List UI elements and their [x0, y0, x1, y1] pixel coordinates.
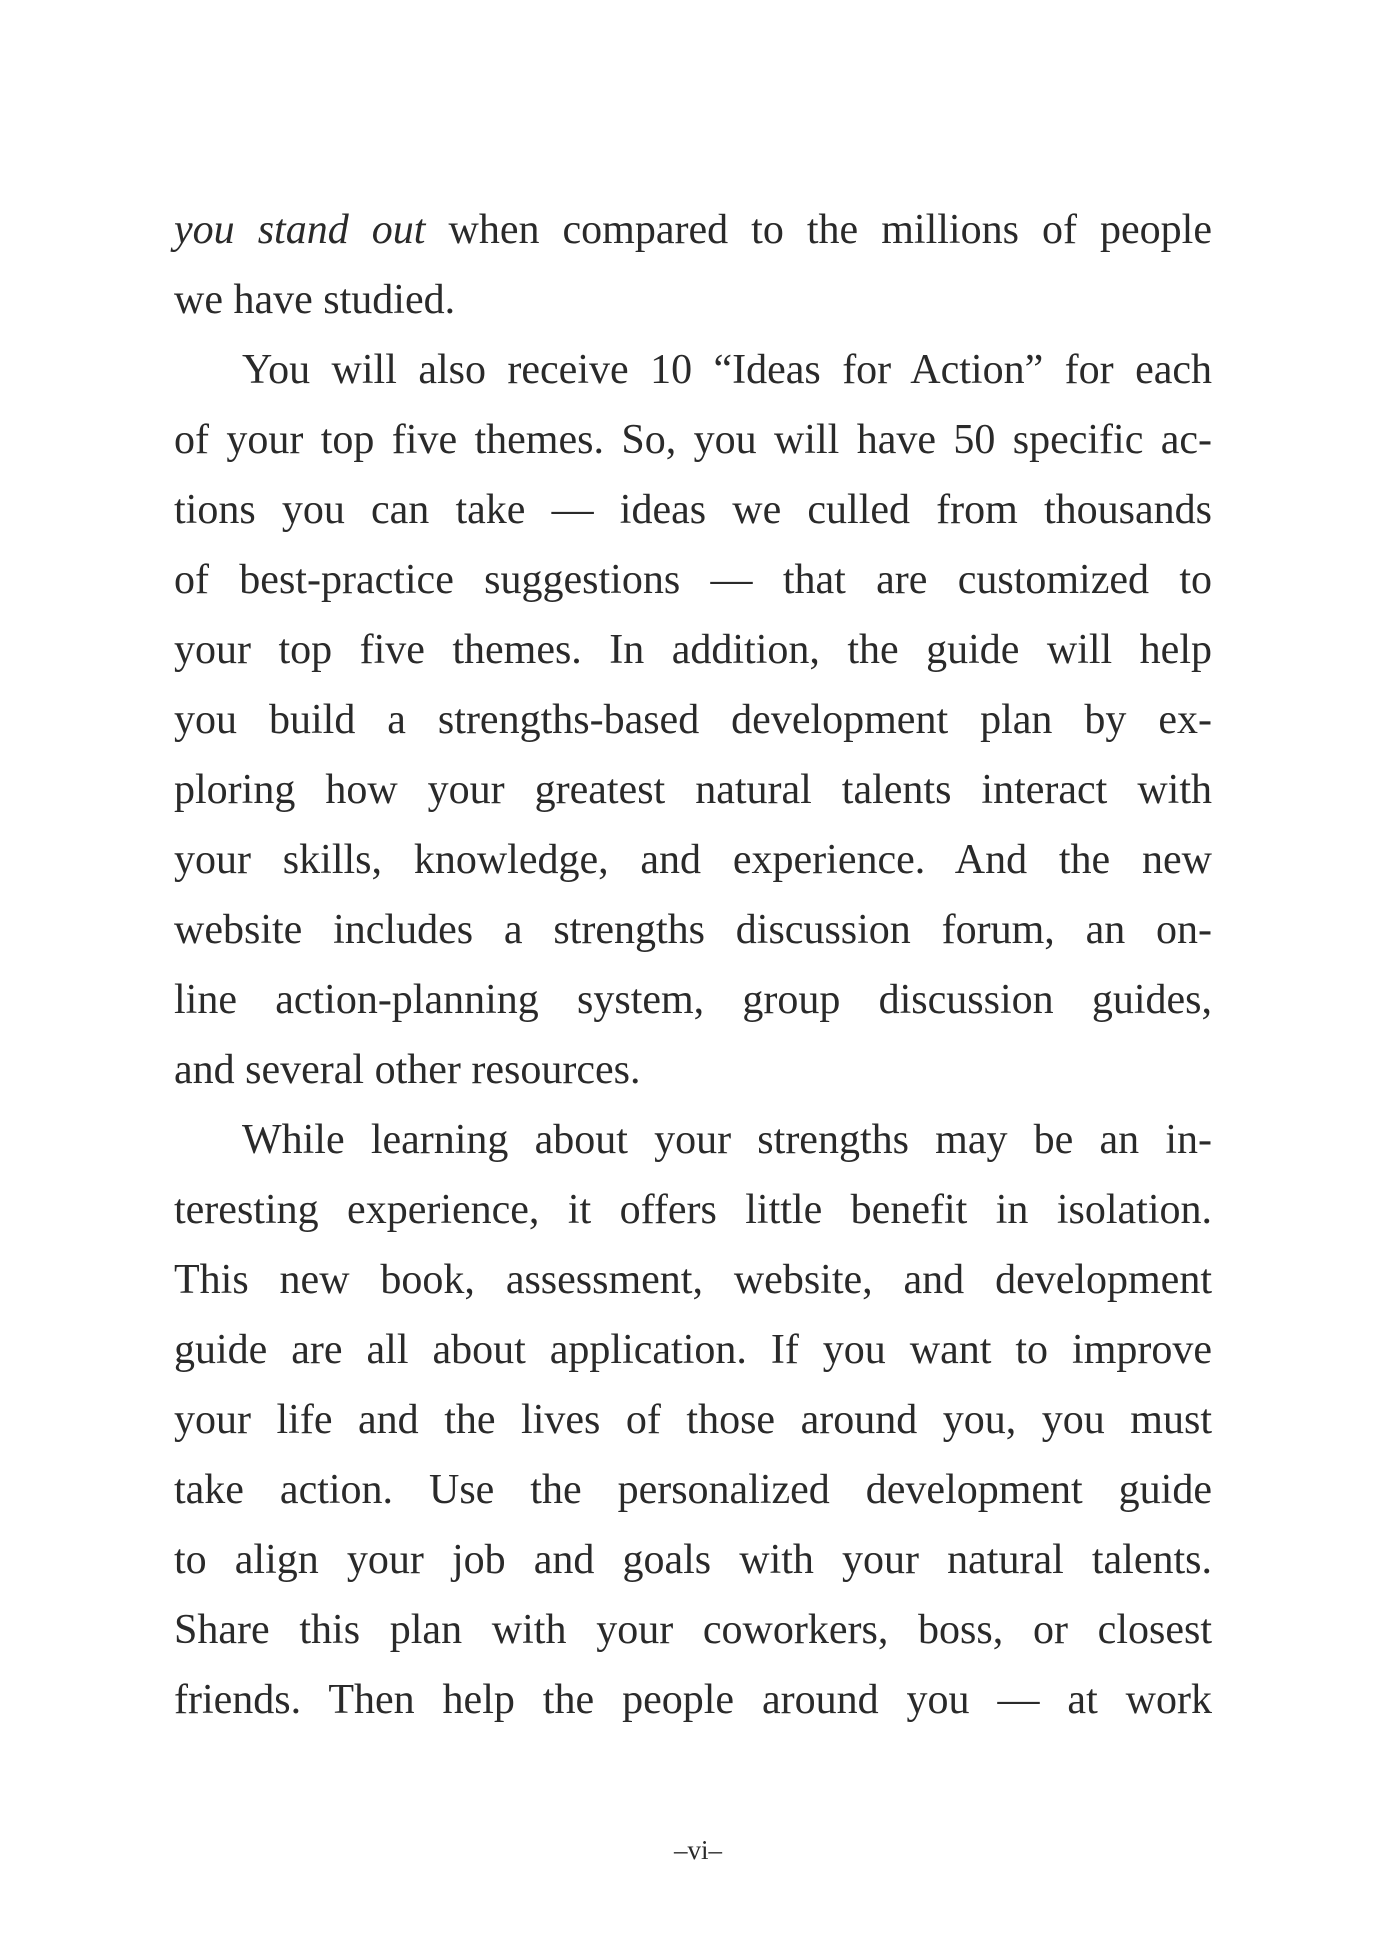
text-line: your skills, knowledge, and experience. And the new [174, 837, 1212, 883]
text-line: to align your job and goals with your natural talents. [174, 1537, 1212, 1583]
text-line: friends. Then help the people around you — at work [174, 1677, 1212, 1723]
text-line: You will also receive 10 “Ideas for Action” for each [242, 347, 1212, 393]
text-line: and several other resources. [174, 1047, 641, 1093]
text-line: tions you can take — ideas we culled from thousands [174, 487, 1212, 533]
text-line: line action-planning system, group discussion guides, [174, 977, 1212, 1023]
text-line: your life and the lives of those around you, you must [174, 1397, 1212, 1443]
text-line: we have studied. [174, 277, 456, 323]
text-line: take action. Use the personalized development guide [174, 1467, 1212, 1513]
text-line: you build a strengths-based development plan by ex- [174, 697, 1212, 743]
emphasis-text: you stand out [174, 207, 426, 253]
text-line: This new book, assessment, website, and development [174, 1257, 1212, 1303]
text-line: teresting experience, it offers little benefit in isolation. [174, 1187, 1212, 1233]
page-number: –vi– [673, 1835, 722, 1865]
text-line: Share this plan with your coworkers, boss, or closest [174, 1607, 1212, 1653]
text-line: While learning about your strengths may be an in- [242, 1117, 1212, 1163]
text-line: website includes a strengths discussion forum, an on- [174, 907, 1212, 953]
text-line: of best-practice suggestions — that are customized to [174, 557, 1212, 603]
text-line: guide are all about application. If you want to improve [174, 1327, 1212, 1373]
text-line: your top five themes. In addition, the guide will help [174, 627, 1212, 673]
text-line: of your top five themes. So, you will have 50 specific ac- [174, 417, 1212, 463]
text-line: you stand out when compared to the millions of people [174, 207, 1212, 253]
text-line: ploring how your greatest natural talents interact with [174, 767, 1212, 813]
